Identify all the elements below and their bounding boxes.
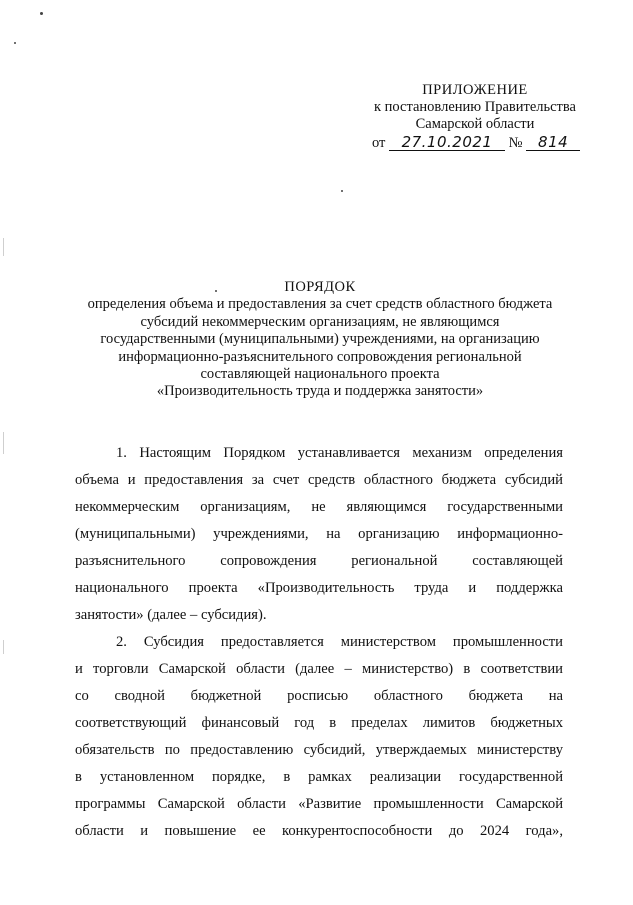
appendix-line: к постановлению Правительства bbox=[374, 99, 576, 115]
appendix-date-line bbox=[360, 135, 590, 152]
paragraph-line: объема и предоставления за счет средств областного бюджета субсидий bbox=[75, 472, 563, 488]
paragraph-line: и торговли Самарской области (далее – министерство) в соответствии bbox=[75, 661, 563, 677]
scan-speck bbox=[14, 42, 16, 44]
paragraph-line: (муниципальными) учреждениями, на организацию информационно- bbox=[75, 526, 563, 542]
paragraph-line: области и повышение ее конкурентоспособности до 2024 года», bbox=[75, 823, 563, 839]
scan-speck bbox=[40, 12, 43, 15]
scan-edge-mark bbox=[3, 432, 4, 454]
paragraph-line: в установленном порядке, в рамках реализации государственной bbox=[75, 769, 563, 785]
handwritten-number: 814 bbox=[526, 135, 580, 151]
heading-line: определения объема и предоставления за счет средств областного бюджета bbox=[87, 296, 553, 313]
paragraph-line: обязательств по предоставлению субсидий, утверждаемых министерству bbox=[75, 742, 563, 758]
document-heading bbox=[60, 279, 580, 401]
heading-line: информационно-разъяснительного сопровождения региональной bbox=[118, 348, 522, 365]
paragraph-line: соответствующий финансовый год в пределах лимитов бюджетных bbox=[75, 715, 563, 731]
scan-edge-mark bbox=[3, 238, 4, 256]
date-prefix: от bbox=[372, 135, 386, 151]
paragraph-line: программы Самарской области «Развитие промышленности Самарской bbox=[75, 796, 563, 812]
paragraph-line: разъяснительного сопровождения региональной составляющей bbox=[75, 553, 563, 569]
paragraph-2 bbox=[75, 629, 563, 845]
scan-edge-mark bbox=[3, 640, 4, 654]
paragraph-line: занятости» (далее – субсидия). bbox=[75, 607, 267, 623]
appendix-block bbox=[360, 82, 590, 152]
handwritten-date: 27.10.2021 bbox=[389, 135, 505, 151]
appendix-title: ПРИЛОЖЕНИЕ bbox=[422, 82, 528, 98]
heading-line: субсидий некоммерческим организациям, не являющимся bbox=[140, 313, 500, 330]
heading-line: составляющей национального проекта bbox=[200, 366, 440, 383]
paragraph-line: 2. Субсидия предоставляется министерством промышленности bbox=[116, 634, 563, 650]
number-prefix: № bbox=[508, 135, 523, 151]
appendix-line: Самарской области bbox=[415, 116, 535, 132]
heading-title: ПОРЯДОК bbox=[284, 279, 356, 295]
paragraph-1 bbox=[75, 440, 563, 629]
heading-line: государственными (муниципальными) учреждениями, на организацию bbox=[100, 331, 540, 348]
paragraph-line: 1. Настоящим Порядком устанавливается механизм определения bbox=[116, 445, 563, 461]
paragraph-line: некоммерческим организациям, не являющимся государственными bbox=[75, 499, 563, 515]
heading-line: «Производительность труда и поддержка занятости» bbox=[156, 383, 484, 400]
paragraph-line: со сводной бюджетной росписью областного бюджета на bbox=[75, 688, 563, 704]
document-body bbox=[75, 440, 563, 845]
scan-speck bbox=[341, 190, 343, 192]
paragraph-line: национального проекта «Производительность труда и поддержка bbox=[75, 580, 563, 596]
